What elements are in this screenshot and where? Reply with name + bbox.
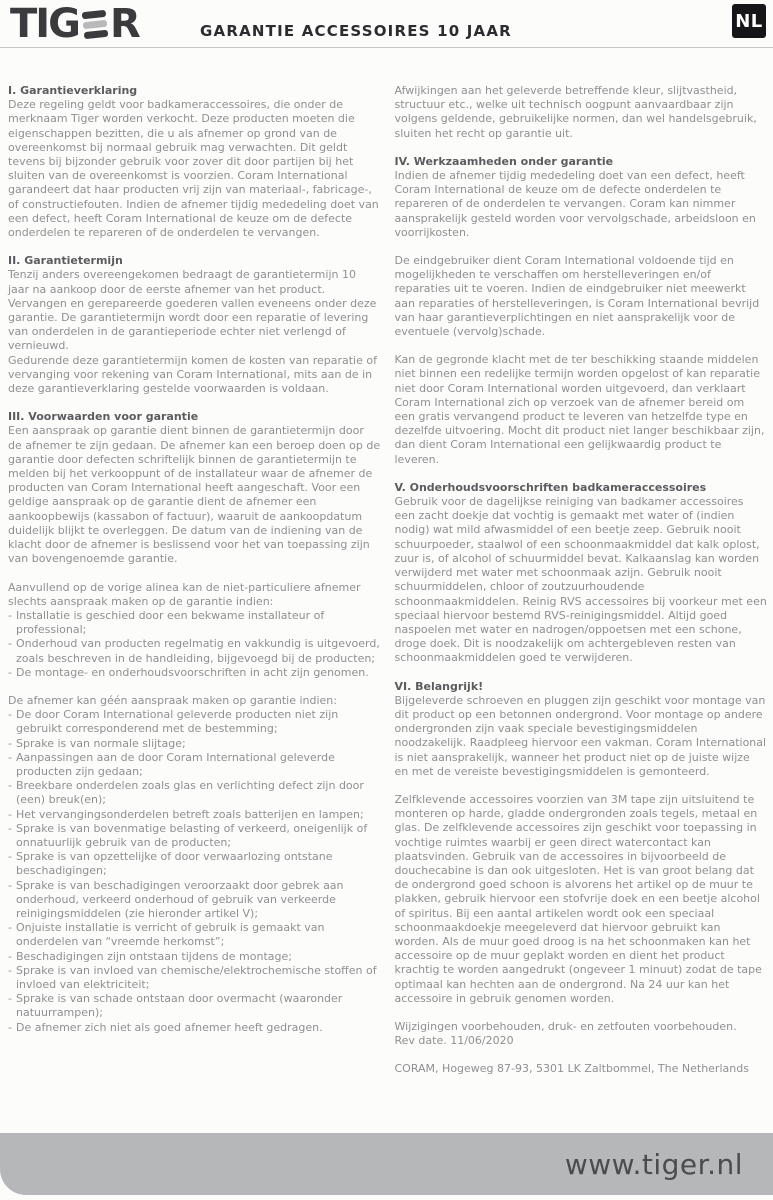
paragraph: De afnemer kan géén aanspraak maken op garantie indien: <box>8 693 337 707</box>
list-item: - Installatie is geschied door een bekwame installateur of professional; <box>8 609 381 637</box>
page-title: GARANTIE ACCESSOIRES 10 JAAR <box>200 22 512 40</box>
language-badge: NL <box>732 4 766 38</box>
list-item: - Sprake is van invloed van chemische/elektrochemische stoffen of invloed van elektriciteit; <box>8 964 381 992</box>
spacer <box>395 240 768 254</box>
list-item: - Beschadigingen zijn ontstaan tijdens de montage; <box>8 950 381 964</box>
paragraph: Bijgeleverde schroeven en pluggen zijn geschikt voor montage van dit product op een betonnen ondergrond. Voor montage op andere ondergronden zijn vaak speciale bevestigingsmiddelen noodzakelijk. Raadpleeg hiervoor een vakman. Coram International is niet aansprakelijk, wanneer het product niet op de juiste wijze en met de vereiste bevestigingsmiddelen is gemonteerd. <box>394 693 767 778</box>
document-section <box>8 254 381 396</box>
footer-bar <box>0 1133 773 1195</box>
company-address: CORAM, Hogeweg 87-93, 5301 LK Zaltbommel, The Netherlands <box>394 1062 749 1076</box>
list-item: - De montage- en onderhoudsvoorschriften in acht zijn genomen. <box>8 666 381 680</box>
document-section <box>8 410 381 1035</box>
paragraph: Tenzij anders overeengekomen bedraagt de garantietermijn 10 jaar na aankoop door de eerste afnemer van het product. <box>8 268 356 296</box>
spacer <box>395 1048 768 1062</box>
spacer <box>8 567 381 581</box>
document-section <box>8 84 381 240</box>
paragraph: Een aanspraak op garantie dient binnen de garantietermijn door de afnemer te zijn gedaan. De afnemer kan een beroep doen op de garantie door defecten schriftelijk binnen de garantietermijn te melden bij het verkooppunt of de installateur waar de afnemer de producten van Coram International heeft aangeschaft. Voor een geldige aanspraak op de garantie dient de afnemer een aankoopbewijs (kassabon of factuur), waaruit de aankoopdatum duidelijk blijkt te overleggen. De datum van de indiening van de klacht door de afnemer is beslissend voor het van toepassing zijn van bovengenoemde garantie. <box>8 424 381 566</box>
section-heading: VI. Belangrijk! <box>394 679 484 693</box>
logo-stylized-e-icon <box>82 9 109 38</box>
logo-e-bar-middle <box>83 19 108 28</box>
spacer <box>395 1006 768 1020</box>
paragraph: Afwijkingen aan het geleverde betreffende kleur, slijtvastheid, structuur etc., welke uit technisch oogpunt aanvaardbaar zijn volgens geldende, gebruikelijke normen, dan wel handelsgebruik, sluiten het recht op garantie uit. <box>394 84 757 140</box>
list-item: - Sprake is van opzettelijke of door verwaarlozing ontstane beschadigingen; <box>8 850 381 878</box>
logo-e-bar-top <box>82 9 107 18</box>
section-heading: I. Garantieverklaring <box>8 84 138 97</box>
list-item: - Breekbare onderdelen zoals glas en verlichting defect zijn door (een) breuk(en); <box>8 779 381 807</box>
list-item: - Sprake is van schade ontstaan door overmacht (waaronder natuurrampen); <box>8 992 381 1020</box>
document-section <box>395 155 768 467</box>
left-column <box>8 84 381 1077</box>
rev-date: Rev date. 11/06/2020 <box>394 1034 514 1048</box>
document-section <box>395 84 768 141</box>
list-item: - Aanpassingen aan de door Coram International geleverde producten zijn gedaan; <box>8 751 381 779</box>
list-item: - Onjuiste installatie is verricht of gebruik is gemaakt van onderdelen van “vreemde herkomst”; <box>8 921 381 949</box>
spacer <box>395 339 768 353</box>
paragraph: Aanvullend op de vorige alinea kan de niet-particuliere afnemer slechts aanspraak maken op de garantie indien: <box>8 580 361 608</box>
list-item: - Sprake is van beschadigingen veroorzaakt door gebrek aan onderhoud, verkeerd onderhoud of gebruik van verkeerde reinigingsmiddelen (zie hieronder artikel V); <box>8 879 381 922</box>
list-item: - Onderhoud van producten regelmatig en vakkundig is uitgevoerd, zoals beschreven in de handleiding, bijgevoegd bij de producten; <box>8 637 381 665</box>
spacer <box>395 779 768 793</box>
paragraph: Zelfklevende accessoires voorzien van 3M tape zijn uitsluitend te monteren op harde, gladde ondergronden zoals tegels, metaal en glas. De zelfklevende accessoires zijn geschikt voor toepassing in vochtige ruimtes waarbij er geen direct watercontact kan plaatsvinden. Gebruik van de accessoires in bijvoorbeeld de douchecabine is dan ook uitgesloten. Het is van groot belang dat de ondergrond goed schoon is alvorens het artikel op de muur te plakken, gebruik hiervoor een stofvrije doek en een beetje alcohol of spiritus. Bij een aantal artikelen wordt ook een speciaal schoonmaakdoekje meegeleverd dat hiervoor gebruikt kan worden. Als de muur goed droog is na het schoonmaken kan het accessoire op de muur geplakt worden en dient het product krachtig te worden aangedrukt (ongeveer 1 minuut) zodat de tape optimaal kan hechten aan de ondergrond. Na 24 uur kan het accessoire in gebruik genomen worden. <box>394 792 762 1005</box>
document-body <box>8 84 767 1077</box>
paragraph: Kan de gegronde klacht met de ter beschikking staande middelen niet binnen een redelijke termijn worden opgelost of kan reparatie niet door Coram International worden uitgevoerd, dan verklaart Coram International zich op verzoek van de afnemer bereid om een gratis vervangend product te leveren van hetzelfde type en dezelfde uitvoering. Mocht dit product niet langer beschikbaar zijn, dan dient Coram International een gelijkwaardig product te leveren. <box>394 353 765 466</box>
spacer <box>8 680 381 694</box>
right-column <box>395 84 768 1077</box>
list-item: - De afnemer zich niet als goed afnemer heeft gedragen. <box>8 1021 381 1035</box>
logo-e-bar-bottom <box>84 29 109 38</box>
section-heading: II. Garantietermijn <box>8 254 123 268</box>
list-item: - Sprake is van bovenmatige belasting of verkeerd, oneigenlijk of onnatuurlijk gebruik van de producten; <box>8 822 381 850</box>
section-heading: IV. Werkzaamheden onder garantie <box>394 154 614 168</box>
section-heading: V. Onderhoudsvoorschriften badkameraccessoires <box>394 480 707 494</box>
paragraph: Deze regeling geldt voor badkameraccessoires, die onder de merknaam Tiger worden verkocht. Deze producten moeten die eigenschappen bezitten, die u als afnemer op grond van de overeenkomst bij normaal gebruik mag verwachten. Dit geldt tevens bij bijzonder gebruik voor zover dit door partijen bij het sluiten van de overeenkomst is voorzien. Coram International garandeert dat haar producten vrij zijn van materiaal-, fabricage-, of constructiefouten. Indien de afnemer tijdig mededeling doet van een defect, heeft Coram International de keuze om de defecte onderdelen te repareren of de onderdelen te vervangen. <box>8 98 379 240</box>
revision-note: Wijzigingen voorbehouden, druk- en zetfouten voorbehouden. <box>394 1019 737 1033</box>
header-divider <box>0 47 773 48</box>
paragraph: Indien de afnemer tijdig mededeling doet van een defect, heeft Coram International de keuze om de defecte onderdelen te repareren of de onderdelen te vervangen. Coram kan nimmer aansprakelijk gesteld worden voor vervolgschade, arbeidsloon en voorrijkosten. <box>394 169 756 239</box>
paragraph: De eindgebruiker dient Coram International voldoende tijd en mogelijkheden te verschaffen om herstelleveringen en/of reparaties uit te voeren. Indien de eindgebruiker niet meewerkt aan reparaties of herstelleveringen, is Coram International bevrijd van haar garantieverplichtingen en niet aansprakelijk voor de eventuele (vervolg)schade. <box>394 254 760 339</box>
list-item: - Het vervangingsonderdelen betreft zoals batterijen en lampen; <box>8 808 381 822</box>
document-header <box>0 0 773 47</box>
paragraph: Gedurende deze garantietermijn komen de kosten van reparatie of vervanging voor rekening van Coram International, mits aan de in deze garantieverklaring gestelde voorwaarden is voldaan. <box>8 353 377 396</box>
list-item: - De door Coram International geleverde producten niet zijn gebruikt corresponderend met de bestemming; <box>8 708 381 736</box>
document-section <box>395 680 768 1077</box>
logo-text-suffix: R <box>110 1 139 47</box>
paragraph: Vervangen en gerepareerde goederen vallen eveneens onder deze garantie. De garantietermijn wordt door een reparatie of levering van onderdelen in de garantieperiode echter niet verlengd of vernieuwd. <box>8 296 377 353</box>
tiger-logo <box>10 1 139 47</box>
document-section <box>395 481 768 666</box>
logo-text-prefix: TIG <box>10 1 79 47</box>
paragraph: Gebruik voor de dagelijkse reiniging van badkamer accessoires een zacht doekje dat vochtig is gemaakt met water of (indien nodig) wat mild afwasmiddel of een beetje zeep. Gebruik nooit schuurpoeder, staalwol of een schoonmaakmiddel dat kalk oplost, zuur is, of alcohol of schuurmiddel bevat. Kalkaanslag kan worden verwijderd met water met schoonmaak azijn. Gebruik nooit schuurmiddelen, chloor of zoutzuurhoudende schoonmaakmiddelen. Reinig RVS accessoires bij voorkeur met een speciaal hiervoor bestemd RVS-reinigingsmiddel. Altijd goed naspoelen met water en nadrogen/oppoetsen met een schone, droge doek. Dit is noodzakelijk om achtergebleven resten van schoonmaakmiddelen goed te verwijderen. <box>394 495 767 665</box>
list-item: - Sprake is van normale slijtage; <box>8 737 381 751</box>
section-heading: III. Voorwaarden voor garantie <box>8 410 199 424</box>
website-url: www.tiger.nl <box>564 1147 743 1181</box>
